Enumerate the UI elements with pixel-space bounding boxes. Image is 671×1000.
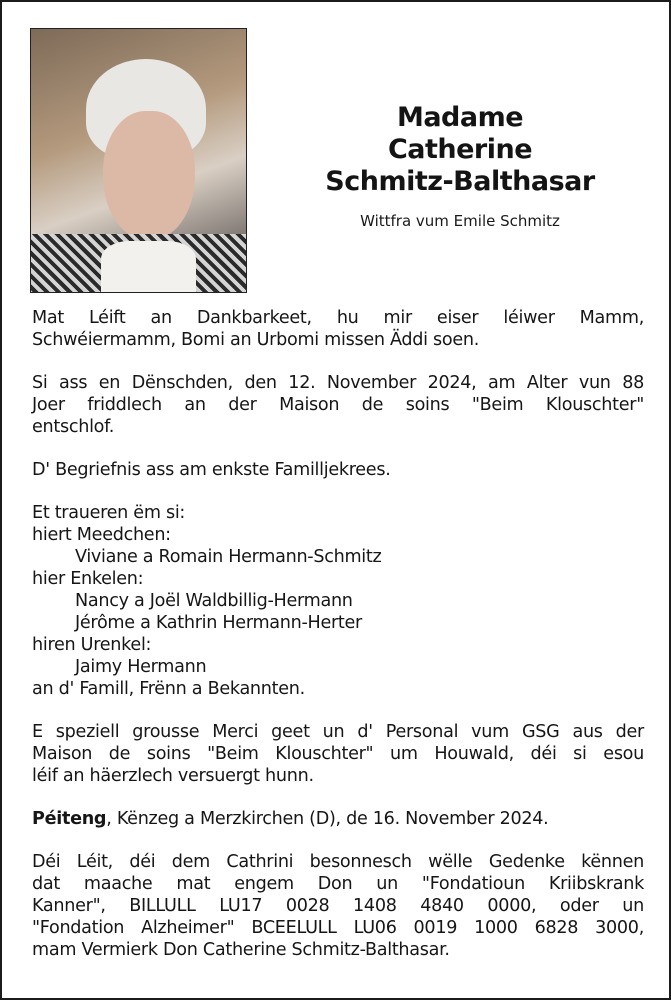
portrait-face <box>103 111 195 241</box>
name-line-1: Madame <box>396 102 524 133</box>
text-line: D' Begriefnis ass am enkste Familljekrees. <box>32 460 391 480</box>
great-grandchild-label: hiren Urenkel: <box>32 635 152 655</box>
thanks-paragraph <box>32 721 644 787</box>
mourners-list <box>32 502 644 700</box>
text-line: Mat Léift an Dankbarkeet, hu mir eiser léiwer Mamm, <box>32 308 644 328</box>
funeral-paragraph <box>32 459 644 481</box>
text-line: Maison de soins "Beim Klouschter" um Houwald, déi si esou <box>32 744 644 764</box>
dateline-place: Péiteng <box>32 809 107 829</box>
text-line: mam Vermierk Don Catherine Schmitz-Balthasar. <box>32 940 450 960</box>
text-line: "Fondation Alzheimer" BCEELULL LU06 0019 1000 6828 3000, <box>32 918 644 938</box>
text-line: dat maache mat engem Don un "Fondatioun Kriibskrank <box>32 874 644 894</box>
portrait-collar <box>101 241 196 293</box>
dateline-text <box>32 808 644 830</box>
text-line: Joer friddlech an der Maison de soins "Beim Klouschter" <box>32 395 644 415</box>
intro-paragraph <box>32 307 644 351</box>
mourners-intro: Et traueren ëm si: <box>32 503 186 523</box>
great-grandchild-name: Jaimy Hermann <box>75 657 207 677</box>
death-paragraph <box>32 372 644 438</box>
text-line: entschlof. <box>32 417 115 437</box>
name-header <box>260 102 660 230</box>
donation-paragraph <box>32 851 644 961</box>
name-line-2: Catherine <box>387 134 533 165</box>
daughter-name: Viviane a Romain Hermann-Schmitz <box>75 547 382 567</box>
text-line: léif an häerzlech versuergt hunn. <box>32 766 314 786</box>
text-line: E speziell grousse Merci geet un d' Personal vum GSG aus der <box>32 722 644 742</box>
obituary-text <box>32 307 644 982</box>
name-line-3: Schmitz-Balthasar <box>325 166 595 197</box>
dateline <box>32 808 644 830</box>
dateline-rest: , Kënzeg a Merzkirchen (D), de 16. November 2024. <box>106 809 549 829</box>
grandchild-name: Jérôme a Kathrin Hermann-Herter <box>75 613 362 633</box>
text-line: Schwéiermamm, Bomi an Urbomi missen Äddi soen. <box>32 330 480 350</box>
widow-subtitle: Wittfra vum Emile Schmitz <box>360 212 560 230</box>
text-line: Kanner", BILLULL LU17 0028 1408 4840 0000, oder un <box>32 896 644 916</box>
grandchildren-label: hier Enkelen: <box>32 569 144 589</box>
text-line: Déi Léit, déi dem Cathrini besonnesch wëlle Gedenke kënnen <box>32 852 644 872</box>
others-line: an d' Famill, Frënn a Bekannten. <box>32 679 305 699</box>
text-line: Si ass en Dënschden, den 12. November 2024, am Alter vun 88 <box>32 373 644 393</box>
grandchild-name: Nancy a Joël Waldbillig-Hermann <box>75 591 353 611</box>
portrait-photo <box>30 28 247 293</box>
daughter-label: hiert Meedchen: <box>32 525 171 545</box>
